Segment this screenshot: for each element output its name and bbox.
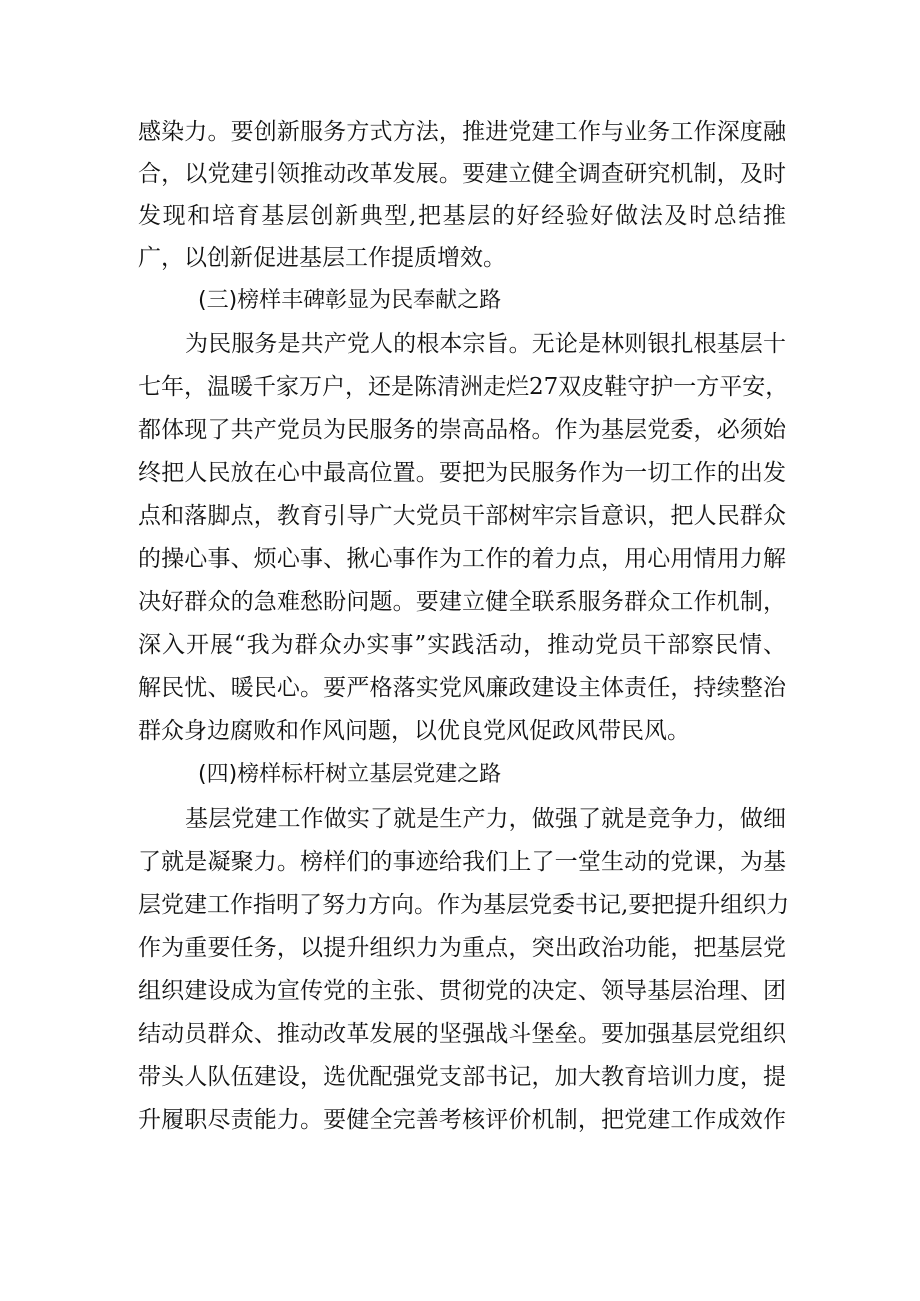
text-line: 为民服务是共产党人的根本宗旨。无论是林则银扎根基层十 <box>185 331 786 357</box>
text-line: 了就是凝聚力。榜样们的事迹给我们上了一堂生动的党课，为基 <box>138 849 786 875</box>
text-line: 组织建设成为宣传党的主张、贯彻党的决定、领导基层治理、团 <box>138 978 786 1004</box>
text-line: 七年，温暖千家万户，还是陈清洲走烂27双皮鞋守护一方平安， <box>138 374 789 400</box>
text-line: 群众身边腐败和作风问题，以优良党风促政风带民风。 <box>138 718 690 744</box>
text-line: 带头人队伍建设，选优配强党支部书记，加大教育培训力度，提 <box>138 1064 786 1090</box>
text-line: 感染力。要创新服务方式方法，推进党建工作与业务工作深度融 <box>138 119 786 145</box>
text-line: 基层党建工作做实了就是生产力，做强了就是竞争力，做细 <box>185 806 786 832</box>
text-line: 都体现了共产党员为民服务的崇高品格。作为基层党委，必须始 <box>138 417 786 443</box>
text-line: 发现和培育基层创新典型,把基层的好经验好做法及时总结推 <box>138 203 786 229</box>
section-heading-3: (三)榜样丰碑彰显为民奉献之路 <box>198 288 502 313</box>
text-line: 终把人民放在心中最高位置。要把为民服务作为一切工作的出发 <box>138 460 786 486</box>
text-line: 决好群众的急难愁盼问题。要建立健全联系服务群众工作机制， <box>138 589 786 615</box>
text-line: 点和落脚点，教育引导广大党员干部树牢宗旨意识，把人民群众 <box>138 503 786 529</box>
text-line: 层党建工作指明了努力方向。作为基层党委书记,要把提升组织力 <box>138 892 790 918</box>
text-line: 解民忧、暖民心。要严格落实党风廉政建设主体责任，持续整治 <box>138 675 786 701</box>
text-line: 合，以党建引领推动改革发展。要建立健全调查研究机制，及时 <box>138 161 786 187</box>
text-line: 广，以创新促进基层工作提质增效。 <box>138 245 506 271</box>
text-line: 的操心事、烦心事、揪心事作为工作的着力点，用心用情用力解 <box>138 546 786 572</box>
text-line: 升履职尽责能力。要健全完善考核评价机制，把党建工作成效作 <box>138 1107 786 1133</box>
section-heading-4: (四)榜样标杆树立基层党建之路 <box>198 762 502 787</box>
text-line: 结动员群众、推动改革发展的坚强战斗堡垒。要加强基层党组织 <box>138 1021 786 1047</box>
text-line: 作为重要任务，以提升组织力为重点，突出政治功能，把基层党 <box>138 935 786 961</box>
text-line: 深入开展“我为群众办实事”实践活动，推动党员干部察民情、 <box>138 632 786 658</box>
